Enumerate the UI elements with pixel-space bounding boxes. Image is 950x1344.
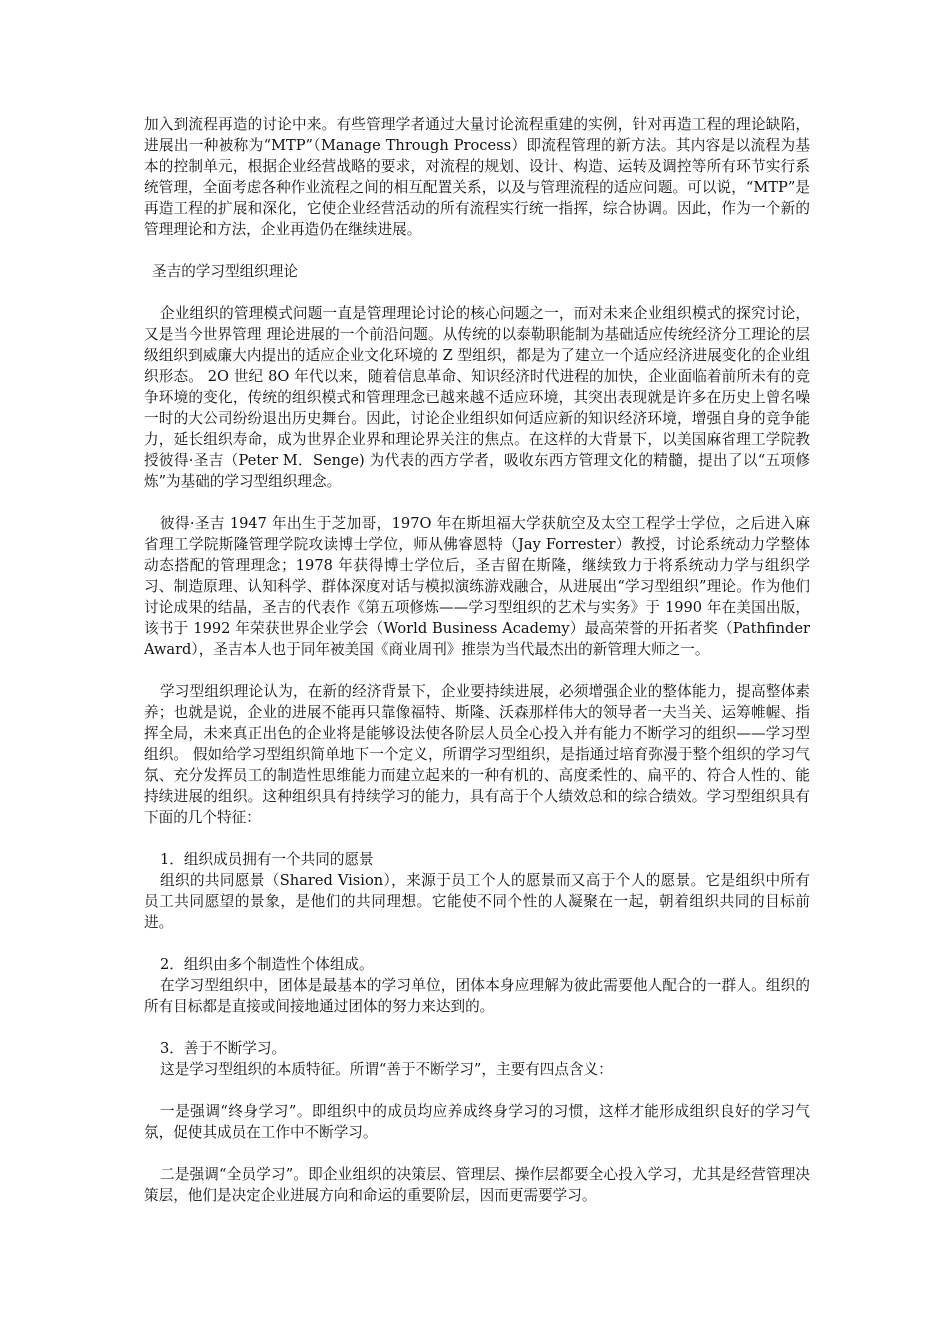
body-paragraph: 企业组织的管理模式问题一直是管理理论讨论的核心问题之一，而对未来企业组织模式的探究讨论，又是当今世界管理 理论进展的一个前沿问题。从传统的以泰勒职能制为基础适应传统经济分工理论的层级组织到威廉大内提出的适应企业文化环境的 Z 型组织，都是为了建立一个适应经济进展变化的企业组织形态。 2O 世纪 8O 年代以来，随着信息革命、知识经济时代进程的加快，企业面临着前所未有的竞争环境的变化，传统的组织模式和管理理念已越来越不适应环境，其突出表现就是许多在历史上曾名噪一时的大公司纷纷退出历史舞台。因此，讨论企业组织如何适应新的知识经济环境，增强自身的竞争能力，延长组织寿命，成为世界企业界和理论界关注的焦点。在这样的大背景下，以美国麻省理工学院教授彼得·圣吉（Peter M．Senge) 为代表的西方学者，吸收东西方管理文化的精髓，提出了以“五项修炼”为基础的学习型组织理念。: [144, 305, 810, 490]
feature-body: 组织的共同愿景（Shared Vision），来源于员工个人的愿景而又高于个人的愿景。它是组织中所有员工共同愿望的景象，是他们的共同理想。它能使不同个性的人凝聚在一起，朝着组织共同的目标前进。: [144, 872, 810, 931]
feature-title: 1．组织成员拥有一个共同的愿景: [160, 851, 374, 868]
body-paragraph: 学习型组织理论认为，在新的经济背景下，企业要持续进展，必须增强企业的整体能力，提高整体素养；也就是说，企业的进展不能再只靠像福特、斯隆、沃森那样伟大的领导者一夫当关、运筹帷幄、指挥全局，未来真正出色的企业将是能够设法使各阶层人员全心投入并有能力不断学习的组织——学习型组织。 假如给学习型组织简单地下一个定义，所谓学习型组织，是指通过培育弥漫于整个组织的学习气氛、充分发挥员工的制造性思维能力而建立起来的一种有机的、高度柔性的、扁平的、符合人性的、能持续进展的组织。这种组织具有持续学习的能力，具有高于个人绩效总和的综合绩效。学习型组织具有下面的几个特征：: [144, 683, 810, 826]
feature-body: 这是学习型组织的本质特征。所谓“善于不断学习”，主要有四点含义：: [160, 1061, 613, 1078]
feature-title: 2．组织由多个制造性个体组成。: [160, 956, 374, 973]
meaning-paragraph: 一是强调“终身学习”。即组织中的成员均应养成终身学习的习惯，这样才能形成组织良好的学习气氛，促使其成员在工作中不断学习。: [144, 1103, 810, 1141]
meaning-paragraph: 二是强调“全员学习”。即企业组织的决策层、管理层、操作层都要全心投入学习，尤其是经营管理决策层，他们是决定企业进展方向和命运的重要阶层，因而更需要学习。: [144, 1166, 810, 1204]
feature-body: 在学习型组织中，团体是最基本的学习单位，团体本身应理解为彼此需要他人配合的一群人。组织的所有目标都是直接或间接地通过团体的努力来达到的。: [144, 977, 810, 1015]
section-heading: 圣吉的学习型组织理论: [152, 263, 298, 280]
feature-title: 3．善于不断学习。: [160, 1040, 287, 1057]
document-page: [144, 114, 810, 1206]
intro-paragraph: 加入到流程再造的讨论中来。有些管理学者通过大量讨论流程重建的实例，针对再造工程的理论缺陷，进展出一种被称为“MTP”（Manage Through Process）即流程管理的新方法。其内容是以流程为基本的控制单元，根据企业经营战略的要求，对流程的规划、设计、构造、运转及调控等所有环节实行系统管理，全面考虑各种作业流程之间的相互配置关系，以及与管理流程的适应问题。可以说，“MTP”是再造工程的扩展和深化，它使企业经营活动的所有流程实行统一指挥，综合协调。因此，作为一个新的管理理论和方法，企业再造仍在继续进展。: [144, 116, 810, 238]
body-paragraph: 彼得·圣吉 1947 年出生于芝加哥，197O 年在斯坦福大学获航空及太空工程学士学位，之后进入麻省理工学院斯隆管理学院攻读博士学位，师从佛睿恩特（Jay Forrester）教授，讨论系统动力学整体动态搭配的管理理念；1978 年获得博士学位后，圣吉留在斯隆，继续致力于将系统动力学与组织学习、制造原理、认知科学、群体深度对话与模拟演练游戏融合，从进展出“学习型组织”理论。作为他们讨论成果的结晶，圣吉的代表作《第五项修炼——学习型组织的艺术与实务》于 1990 年在美国出版，该书于 1992 年荣获世界企业学会（World Business Academy）最高荣誉的开拓者奖（Pathfinder Award），圣吉本人也于同年被美国《商业周刊》推崇为当代最杰出的新管理大师之一。: [144, 515, 810, 658]
